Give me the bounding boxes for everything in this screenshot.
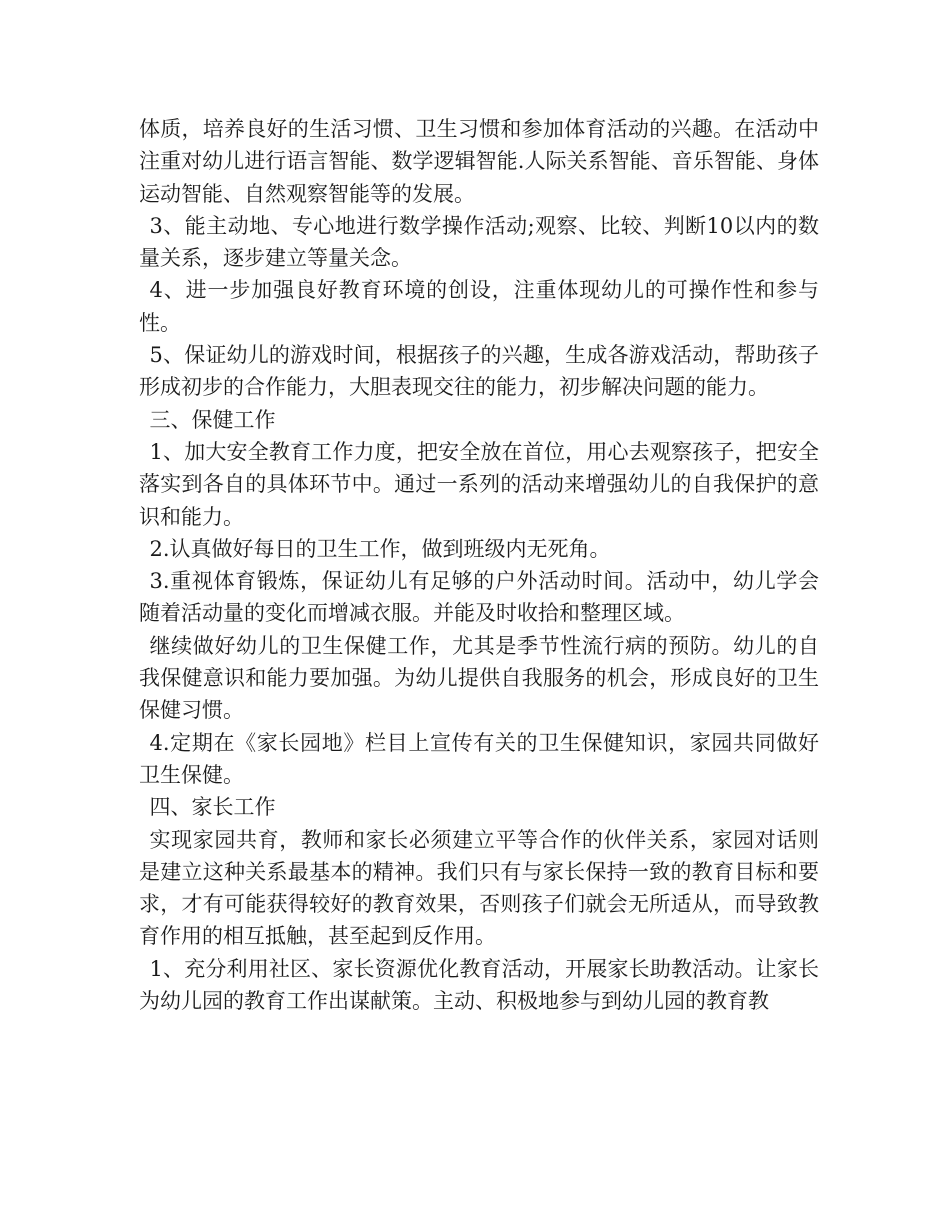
paragraph-6: 1、加大安全教育工作力度，把安全放在首位，用心去观察孩子，把安全落实到各自的具体环节中。通过一系列的活动来增强幼儿的自我保护的意识和能力。 (139, 439, 819, 529)
paragraph-8: 3.重视体育锻炼，保证幼儿有足够的户外活动时间。活动中，幼儿学会随着活动量的变化而增减衣服。并能及时收拾和整理区域。 (139, 569, 819, 626)
paragraph-10: 4.定期在《家长园地》栏目上宣传有关的卫生保健知识，家园共同做好卫生保健。 (139, 730, 819, 787)
section-heading-health: 三、保健工作 (149, 407, 276, 432)
paragraph-2: 3、能主动地、专心地进行数学操作活动;观察、比较、判断10以内的数量关系，逐步建立等量关念。 (139, 213, 819, 271)
paragraph-9: 继续做好幼儿的卫生保健工作，尤其是季节性流行病的预防。幼儿的自我保健意识和能力要加强。为幼儿提供自我服务的机会，形成良好的卫生保健习惯。 (139, 633, 819, 723)
paragraph-3: 4、进一步加强良好教育环境的创设，注重体现幼儿的可操作性和参与性。 (139, 278, 819, 335)
paragraph-1: 体质，培养良好的生活习惯、卫生习惯和参加体育活动的兴趣。在活动中注重对幼儿进行语言智能、数学逻辑智能.人际关系智能、音乐智能、身体运动智能、自然观察智能等的发展。 (139, 117, 819, 206)
paragraph-7: 2.认真做好每日的卫生工作，做到班级内无死角。 (149, 536, 611, 561)
paragraph-13: 1、充分利用社区、家长资源优化教育活动，开展家长助教活动。让家长为幼儿园的教育工作出谋献策。主动、积极地参与到幼儿园的教育教 (139, 956, 819, 1014)
section-heading-parents: 四、家长工作 (149, 795, 276, 820)
document-body (139, 113, 819, 1017)
paragraph-4: 5、保证幼儿的游戏时间，根据孩子的兴趣，生成各游戏活动，帮助孩子形成初步的合作能力，大胆表现交往的能力，初步解决问题的能力。 (139, 343, 819, 400)
paragraph-12: 实现家园共育，教师和家长必须建立平等合作的伙伴关系，家园对话则是建立这种关系最基本的精神。我们只有与家长保持一致的教育目标和要求，才有可能获得较好的教育效果，否则孩子们就会无所适从，而导致教育作用的相互抵触，甚至起到反作用。 (139, 827, 819, 949)
